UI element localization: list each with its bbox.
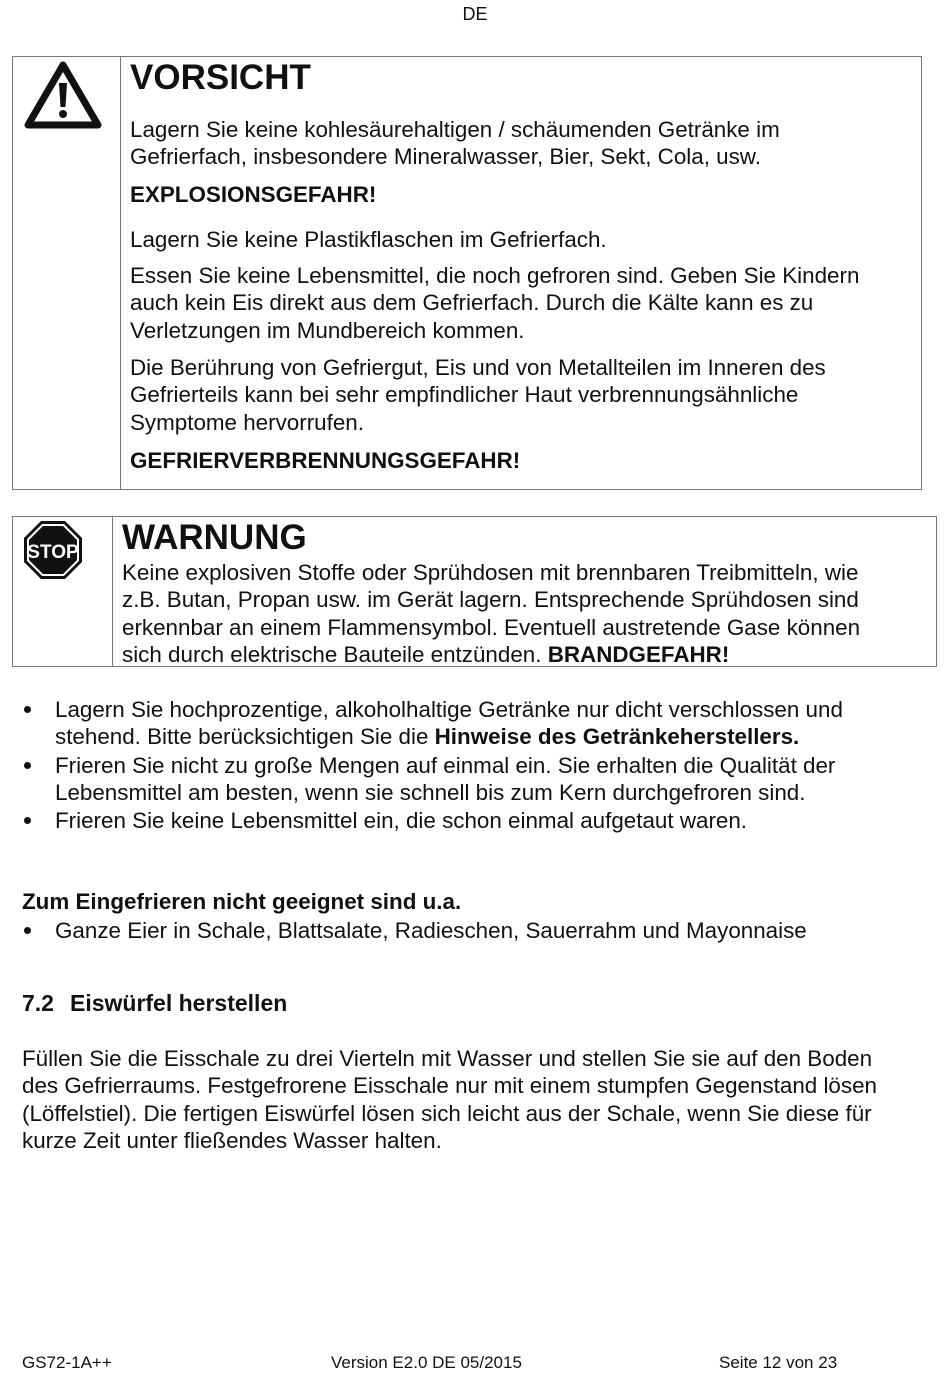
caution-p1-line-2: Gefrierfach, insbesondere Mineralwasser, Bier, Sekt, Cola, usw. — [130, 144, 761, 170]
warning-box-divider — [112, 517, 113, 666]
stop-sign-icon — [22, 519, 84, 581]
section-body-line-4: kurze Zeit unter fließendes Wasser halten. — [22, 1127, 442, 1153]
unsuitable-heading: Zum Eingefrieren nicht geeignet sind u.a. — [22, 889, 462, 914]
bullet-3-line-1: Frieren Sie keine Lebensmittel ein, die schon einmal aufgetaut waren. — [55, 808, 748, 834]
caution-title: VORSICHT — [130, 58, 311, 97]
footer-model: GS72-1A++ — [22, 1353, 112, 1372]
unsuitable-item: Ganze Eier in Schale, Blattsalate, Radieschen, Sauerrahm und Mayonnaise — [55, 918, 807, 943]
caution-paragraph-4 — [130, 262, 859, 344]
section-heading — [22, 990, 287, 1017]
footer-version: Version E2.0 DE 05/2015 — [331, 1353, 522, 1372]
warning-line-1: Keine explosiven Stoffe oder Sprühdosen mit brennbaren Treibmitteln, wie — [122, 560, 859, 585]
stop-sign-text: STOP — [27, 542, 79, 563]
bullet-2-line-2: Lebensmittel am besten, wenn sie schnell bis zum Kern durchgefroren sind. — [55, 779, 806, 805]
bullet-1-line-2: stehend. Bitte berücksichtigen Sie die — [55, 724, 435, 750]
list-item — [22, 807, 843, 834]
footer-page-number: Seite 12 von 23 — [719, 1353, 838, 1372]
warning-line-3: erkennbar an einem Flammensymbol. Eventuell austretende Gase können — [122, 614, 861, 640]
bullet-1-bold: Hinweise des Getränkeherstellers. — [434, 724, 800, 750]
explosion-hazard-text: EXPLOSIONSGEFAHR! — [130, 182, 377, 207]
warning-title: WARNUNG — [122, 518, 307, 557]
caution-paragraph-1 — [130, 116, 780, 171]
fire-hazard-text: BRANDGEFAHR! — [547, 641, 730, 667]
warning-box — [12, 516, 937, 667]
section-body — [22, 1045, 877, 1154]
bullet-1-line-1: Lagern Sie hochprozentige, alkoholhaltige Getränke nur dicht verschlossen und — [55, 697, 843, 722]
caution-p5-line-3: Symptome hervorrufen. — [130, 409, 364, 435]
caution-paragraph-5 — [130, 354, 826, 436]
warning-line-4: sich durch elektrische Bauteile entzünden. — [122, 641, 548, 667]
list-item — [22, 696, 843, 751]
section-title: Eiswürfel herstellen — [69, 990, 288, 1016]
caution-paragraph-3: Lagern Sie keine Plastikflaschen im Gefrierfach. — [130, 227, 607, 252]
section-number: 7.2 — [22, 990, 54, 1016]
unsuitable-list — [22, 917, 807, 945]
caution-p5-line-1: Die Berührung von Gefriergut, Eis und von Metallteilen im Inneren des — [130, 355, 826, 380]
caution-box — [12, 56, 922, 490]
caution-p4-line-2: auch kein Eis direkt aus dem Gefrierfach. Durch die Kälte kann es zu — [130, 290, 814, 316]
freezer-burn-hazard-text: GEFRIERVERBRENNUNGSGEFAHR! — [130, 448, 521, 473]
section-body-line-3: (Löffelstiel). Die fertigen Eiswürfel lösen sich leicht aus der Schale, wenn Sie diese für — [22, 1100, 872, 1126]
bullet-2-line-1: Frieren Sie nicht zu große Mengen auf einmal ein. Sie erhalten die Qualität der — [55, 752, 836, 778]
caution-p4-line-1: Essen Sie keine Lebensmittel, die noch gefroren sind. Geben Sie Kindern — [130, 263, 860, 288]
caution-p4-line-3: Verletzungen im Mundbereich kommen. — [130, 317, 525, 343]
list-item — [22, 752, 843, 807]
warning-line-2: z.B. Butan, Propan usw. im Gerät lagern. Entsprechende Sprühdosen sind — [122, 587, 859, 613]
section-body-line-1: Füllen Sie die Eisschale zu drei Vierteln mit Wasser und stellen Sie sie auf den Boden — [22, 1046, 873, 1071]
section-body-line-2: des Gefrierraums. Festgefrorene Eisschale nur mit einem stumpfen Gegenstand lösen — [22, 1073, 877, 1099]
warning-triangle-icon — [22, 59, 104, 129]
list-item — [22, 917, 807, 944]
caution-box-divider — [120, 57, 121, 489]
caution-p5-line-2: Gefrierteils kann bei sehr empfindlicher Haut verbrennungsähnliche — [130, 382, 799, 408]
language-code: DE — [462, 4, 488, 24]
warning-paragraph — [122, 559, 860, 668]
storage-tips-list — [22, 696, 843, 835]
caution-p1-line-1: Lagern Sie keine kohlesäurehaltigen / schäumenden Getränke im — [130, 117, 780, 142]
